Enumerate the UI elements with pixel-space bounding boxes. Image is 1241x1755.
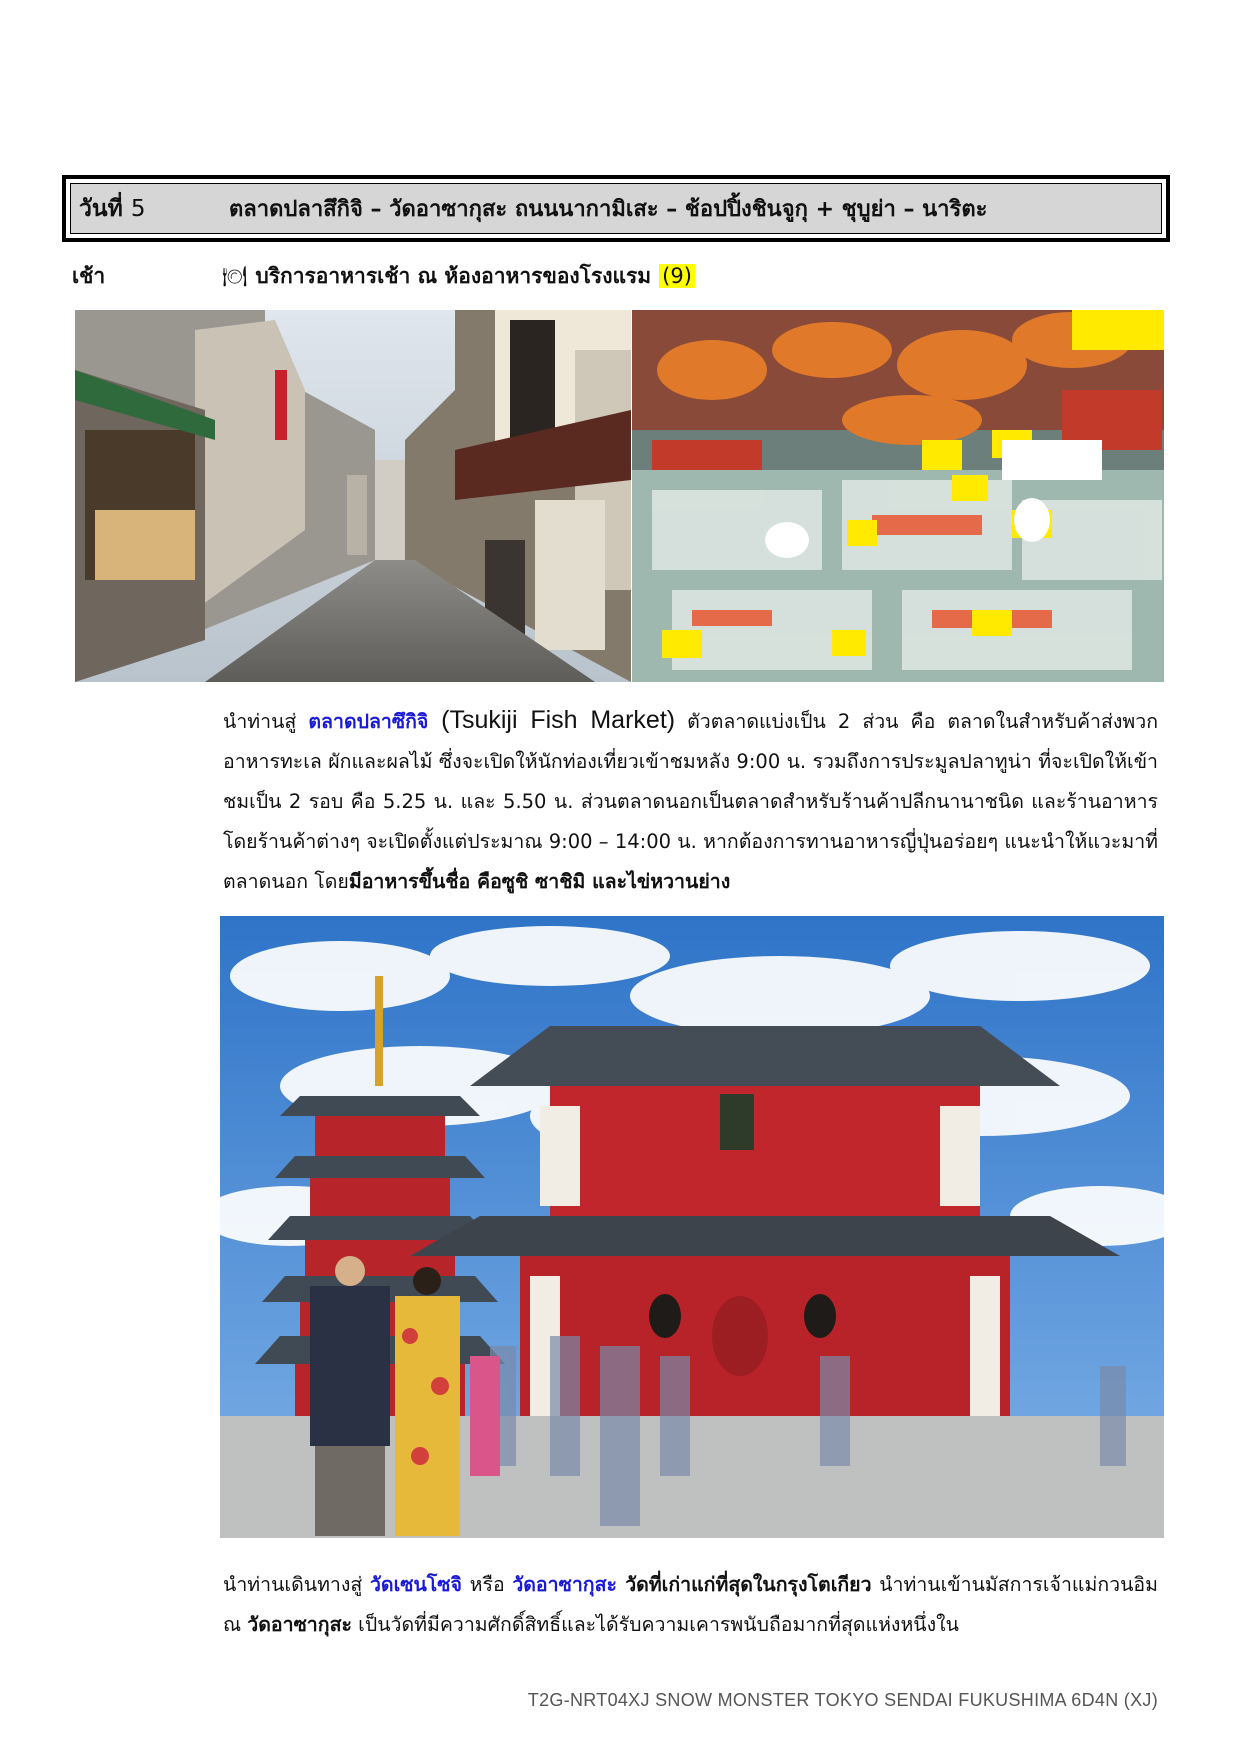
para2-body-2: เป็นวัดที่มีความศักดิ์สิทธิ์และได้รับความเคารพนับถือมากที่สุดแห่งหนึ่งใน [351, 1613, 960, 1636]
meal-time: เช้า [72, 263, 106, 288]
day-header-inner [70, 183, 1162, 234]
dining-icon: 🍽 [222, 264, 248, 288]
day-number: 5 [130, 195, 146, 222]
para2-bold-2: วัดอาซากุสะ [247, 1613, 352, 1636]
para2-or: หรือ [461, 1573, 513, 1596]
market-street-photo [75, 310, 631, 682]
sensoji-name: วัดเซนโซจิ [369, 1573, 462, 1596]
tsukiji-paragraph [223, 700, 1158, 902]
para2-intro: นำท่านเดินทางสู่ [223, 1573, 370, 1596]
day-label [71, 191, 229, 227]
para1-body: ตัวตลาดแบ่งเป็น 2 ส่วน คือ ตลาดในสำหรับค้าส่งพวกอาหารทะเล ผักและผลไม้ ซึ่งจะเปิดให้นักท่องเที่ยวเข้าชมหลัง 9:00 น. รวมถึงการประมูลปลาทูน่า ที่จะเปิดให้เข้าชมเป็น 2 รอบ คือ 5.25 น. และ 5.50 น. ส่วนตลาดนอกเป็นตลาดสำหรับร้านค้าปลีกนานาชนิด และร้านอาหาร โดยร้านค้าต่างๆ จะเปิดตั้งแต่ประมาณ 9:00 – 14:00 น. หากต้องการทานอาหารญี่ปุ่นอร่อยๆ แนะนำให้แวะมาที่ตลาดนอก โดย [223, 710, 1159, 893]
day-label-text: วันที่ [79, 195, 123, 222]
para1-intro: นำท่านสู่ [223, 710, 309, 733]
para2-body-1: นำท่านเข้านมัสการเจ้าแม่กวนอิม ณ [223, 1573, 1158, 1636]
meal-number-badge: (9) [659, 264, 695, 288]
breakfast-row [72, 258, 695, 294]
para1-highlight: มีอาหารขึ้นชื่อ คือซูชิ ซาชิมิ และไข่หวานย่าง [348, 870, 731, 893]
breakfast-text: บริการอาหารเช้า ณ ห้องอาหารของโรงแรม [255, 263, 652, 288]
seafood-stall-photo [632, 310, 1164, 682]
asakusa-name: วัดอาซากุสะ [512, 1573, 617, 1596]
sensoji-paragraph [223, 1565, 1158, 1645]
tsukiji-name-thai: ตลาดปลาซึกิจิ [308, 710, 429, 733]
tsukiji-name-english: (Tsukiji Fish Market) [428, 706, 676, 734]
day-title: ตลาดปลาสึกิจิ – วัดอาซากุสะ ถนนนากามิเสะ – ช้อปปิ้งชินจูกุ + ชุบูย่า – นาริตะ [229, 197, 988, 222]
footer-code: T2G-NRT04XJ SNOW MONSTER TOKYO SENDAI FUKUSHIMA 6D4N (XJ) [527, 1690, 1158, 1710]
day-header [62, 175, 1170, 242]
sensoji-temple-photo [220, 916, 1164, 1538]
para2-bold-1: วัดที่เก่าแก่ที่สุดในกรุงโตเกียว [616, 1573, 872, 1596]
